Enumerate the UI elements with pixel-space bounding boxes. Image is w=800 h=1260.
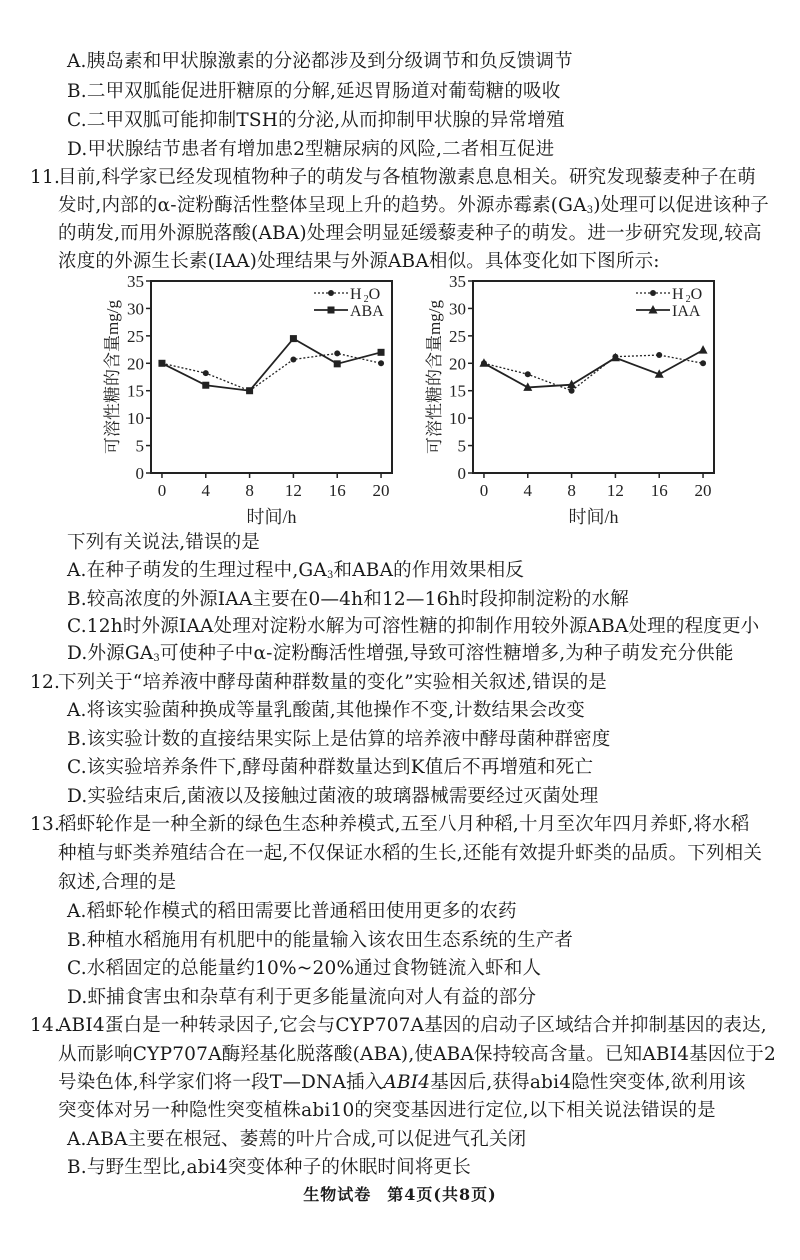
y-axis-label: 可溶性糖的含量mg/g	[103, 300, 122, 454]
x-tick-label: 4	[201, 481, 211, 500]
q12-option-b: B.该实验计数的直接结果实际上是估算的培养液中酵母菌种群密度	[67, 729, 611, 750]
footer-subject: 生物试卷	[303, 1185, 372, 1204]
q12-option-a: A.将该实验菌种换成等量乳酸菌,其他操作不变,计数结果会改变	[67, 700, 586, 721]
q13-stem-line-2: 种植与虾类养殖结合在一起,不仅保证水稻的生长,还能有效提升虾类的品质。下列相关	[58, 843, 763, 864]
x-tick-label: 0	[157, 481, 167, 500]
data-point-aba	[378, 349, 385, 356]
chart-iaa	[417, 268, 722, 534]
q11-stem-line-2	[58, 194, 769, 223]
y-tick-label: 25	[449, 326, 466, 346]
series-line-h2o	[484, 355, 703, 391]
x-tick-label: 12	[284, 481, 302, 500]
data-point-h2o	[378, 360, 384, 366]
q14-stem-text: 号染色体,科学家们将一段T—DNA插入	[58, 1072, 384, 1093]
q10-option-c: C.二甲双胍可能抑制TSH的分泌,从而抑制甲状腺的异常增殖	[67, 110, 565, 131]
q11-stem-line-4: 浓度的外源生长素(IAA)处理结果与外源ABA相似。具体变化如下图所示:	[58, 251, 660, 272]
data-point-h2o	[525, 371, 531, 377]
q12-option-d: D.实验结束后,菌液以及接触过菌液的玻璃器械需要经过灭菌处理	[67, 786, 599, 807]
x-axis-label: 时间/h	[568, 507, 619, 527]
q14-stem-text: 基因后,获得abi4隐性突变体,欲利用该	[430, 1072, 746, 1093]
series-line-iaa	[484, 350, 703, 387]
q13-stem-line-1: 稻虾轮作是一种全新的绿色生态种养模式,五至八月种稻,十月至次年四月养虾,将水稻	[58, 814, 750, 835]
data-point-h2o	[334, 350, 340, 356]
y-tick-label: 30	[449, 299, 466, 319]
y-tick-label: 30	[127, 299, 144, 319]
q11-option-d-text: 可使种子中α-淀粉酶活性增强,导致可溶性糖增多,为种子萌发充分供能	[159, 643, 734, 664]
q14-stem-line-2: 从而影响CYP707A酶羟基化脱落酸(ABA),使ABA保持较高含量。已知ABI4基因位于2	[58, 1044, 776, 1065]
data-point-iaa	[611, 353, 620, 362]
q10-option-d: D.甲状腺结节患者有增加患2型糖尿病的风险,二者相互促进	[67, 139, 555, 160]
legend-marker-h2o	[328, 290, 334, 296]
chart-iaa-svg	[417, 268, 722, 530]
legend-marker-aba	[328, 307, 335, 314]
legend-label-aba: ABA	[350, 303, 384, 320]
data-point-iaa	[699, 345, 708, 354]
data-point-iaa	[479, 358, 488, 367]
y-tick-label: 35	[449, 272, 466, 291]
q11-stem-line-3: 的萌发,而用外源脱落酸(ABA)处理会明显延缓藜麦种子的萌发。进一步研究发现,较高	[58, 223, 762, 244]
chart-aba-svg	[95, 268, 400, 530]
q12-option-c: C.该实验培养条件下,酵母菌种群数量达到K值后不再增殖和死亡	[67, 757, 594, 778]
y-tick-label: 20	[127, 354, 144, 374]
data-point-aba	[158, 360, 165, 367]
q11-stem-text: 发时,内部的α-淀粉酶活性整体呈现上升的趋势。外源赤霉素(GA	[58, 195, 587, 216]
legend-label-h2o: H 2O	[672, 286, 703, 305]
y-tick-label: 0	[457, 464, 466, 483]
data-point-h2o	[290, 356, 296, 362]
gene-name-italic: ABI4	[383, 1072, 431, 1093]
data-point-aba	[246, 387, 253, 394]
data-point-h2o	[569, 388, 575, 394]
data-point-h2o	[700, 360, 706, 366]
x-tick-label: 20	[694, 481, 712, 500]
data-point-aba	[290, 335, 297, 342]
q11-number: 11.	[30, 167, 61, 188]
y-axis-label: 可溶性糖的含量mg/g	[425, 300, 444, 454]
x-tick-label: 16	[650, 481, 668, 500]
q14-number: 14.	[30, 1015, 61, 1036]
q11-question: 下列有关说法,错误的是	[67, 532, 261, 553]
data-point-h2o	[656, 352, 662, 358]
data-point-h2o	[203, 370, 209, 376]
q14-stem-line-1: ABI4蛋白是一种转录因子,它会与CYP707A基因的启动子区域结合并抑制基因的表达,	[58, 1015, 767, 1036]
subscript: 3	[153, 653, 160, 664]
y-tick-label: 10	[127, 409, 144, 429]
q11-option-a	[67, 559, 524, 588]
subscript: 3	[586, 205, 594, 216]
q11-option-d-text: D.外源GA	[67, 643, 154, 664]
legend-label-iaa: IAA	[672, 303, 701, 320]
y-tick-label: 15	[449, 381, 466, 401]
y-tick-label: 20	[449, 354, 466, 374]
q11-option-a-text: A.在种子萌发的生理过程中,GA	[67, 560, 327, 581]
data-point-iaa	[567, 380, 576, 389]
q14-stem-line-4: 突变体对另一种隐性突变植株abi10的突变基因进行定位,以下相关说法错误的是	[58, 1100, 716, 1121]
q11-stem-text: )处理可以促进该种子	[593, 195, 769, 216]
chart-aba	[95, 268, 400, 534]
y-tick-label: 25	[127, 326, 144, 346]
q14-stem-line-3	[58, 1071, 746, 1095]
y-tick-label: 0	[135, 464, 144, 483]
q13-option-d: D.虾捕食害虫和杂草有利于更多能量流向对人有益的部分	[67, 987, 537, 1008]
y-tick-label: 15	[127, 381, 144, 401]
data-point-aba	[334, 360, 341, 367]
x-axis-label: 时间/h	[246, 507, 297, 527]
q10-option-b: B.二甲双胍能促进肝糖原的分解,延迟胃肠道对葡萄糖的吸收	[67, 81, 561, 102]
footer-page-number: 第4页(共8页)	[387, 1185, 497, 1204]
series-line-aba	[162, 339, 381, 391]
q11-stem-line-1: 目前,科学家已经发现植物种子的萌发与各植物激素息息相关。研究发现藜麦种子在萌	[58, 167, 756, 188]
q11-option-c: C.12h时外源IAA处理对淀粉水解为可溶性糖的抑制作用较外源ABA处理的程度更小	[67, 616, 760, 637]
q13-option-c: C.水稻固定的总能量约10%~20%通过食物链流入虾和人	[67, 958, 542, 979]
q13-stem-line-3: 叙述,合理的是	[58, 872, 177, 893]
legend-marker-h2o	[650, 290, 656, 296]
q14-option-a: A.ABA主要在根冠、萎蔫的叶片合成,可以促进气孔关闭	[67, 1129, 527, 1150]
subscript: 3	[326, 570, 334, 581]
q13-option-a: A.稻虾轮作模式的稻田需要比普通稻田使用更多的农药	[67, 901, 517, 922]
x-tick-label: 4	[523, 481, 533, 500]
x-tick-label: 12	[606, 481, 624, 500]
q11-option-b: B.较高浓度的外源IAA主要在0—4h和12—16h时段抑制淀粉的水解	[67, 589, 629, 610]
q11-option-a-text: 和ABA的作用效果相反	[333, 560, 525, 581]
q10-option-a: A.胰岛素和甲状腺激素的分泌都涉及到分级调节和负反馈调节	[67, 51, 573, 72]
q14-option-b: B.与野生型比,abi4突变体种子的休眠时间将更长	[67, 1157, 471, 1178]
x-tick-label: 8	[567, 481, 576, 500]
legend-label-h2o: H 2O	[350, 286, 381, 305]
data-point-aba	[202, 382, 209, 389]
q13-option-b: B.种植水稻施用有机肥中的能量输入该农田生态系统的生产者	[67, 930, 574, 951]
y-tick-label: 35	[127, 272, 144, 291]
x-tick-label: 20	[372, 481, 390, 500]
q11-option-d	[67, 642, 734, 671]
q12-number: 12.	[30, 672, 61, 693]
q13-number: 13.	[30, 814, 61, 835]
y-tick-label: 5	[135, 436, 144, 456]
y-tick-label: 10	[449, 409, 466, 429]
y-tick-label: 5	[457, 436, 466, 456]
series-line-h2o	[162, 353, 381, 390]
x-tick-label: 16	[328, 481, 346, 500]
page-footer	[0, 1182, 800, 1205]
x-tick-label: 8	[245, 481, 254, 500]
q12-stem: 下列关于“培养液中酵母菌种群数量的变化”实验相关叙述,错误的是	[58, 672, 607, 693]
x-tick-label: 0	[479, 481, 489, 500]
